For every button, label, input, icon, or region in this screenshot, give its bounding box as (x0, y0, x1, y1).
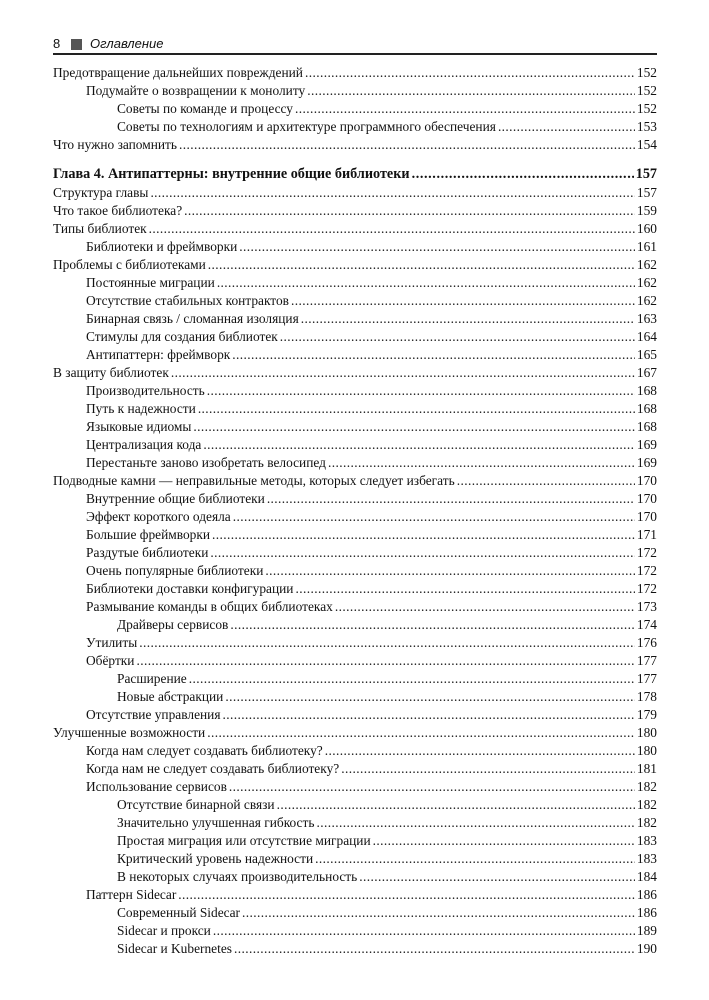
toc-dot-leader (305, 64, 635, 82)
toc-dot-leader (223, 706, 635, 724)
toc-page-number: 180 (636, 743, 657, 758)
toc-entry-title: Значительно улучшенная гибкость (117, 815, 315, 830)
toc-dot-leader (208, 256, 635, 274)
toc-entry-title: Очень популярные библиотеки (86, 563, 264, 578)
toc-dot-leader (207, 724, 635, 742)
toc-entry (53, 598, 657, 616)
toc-dot-leader (225, 688, 635, 706)
toc-entry-title: Улучшенные возможности (53, 725, 206, 740)
toc-page-number: 182 (636, 779, 657, 794)
toc-entry (53, 670, 657, 688)
toc-entry (53, 382, 657, 400)
toc-dot-leader (184, 202, 635, 220)
toc-entry-title: Путь к надежности (86, 401, 196, 416)
toc-entry (53, 580, 657, 598)
toc-entry (53, 562, 657, 580)
toc-entry (53, 454, 657, 472)
toc-entry (53, 508, 657, 526)
toc-entry-title: Антипаттерн: фреймворк (86, 347, 231, 362)
toc-entry (53, 82, 657, 100)
toc-entry (53, 364, 657, 382)
toc-dot-leader (217, 274, 635, 292)
toc-dot-leader (239, 238, 635, 256)
toc-page-number: 180 (636, 725, 657, 740)
toc-entry (53, 64, 657, 82)
toc-dot-leader (328, 454, 635, 472)
toc-entry (53, 904, 657, 922)
toc-dot-leader (325, 742, 635, 760)
toc-page-number: 169 (636, 437, 657, 452)
toc-page-number: 159 (636, 203, 657, 218)
toc-page-number: 179 (636, 707, 657, 722)
toc-dot-leader (229, 778, 635, 796)
toc-entry-title: Производительность (86, 383, 205, 398)
toc-entry (53, 742, 657, 760)
toc-entry (53, 850, 657, 868)
toc-page-number: 183 (636, 833, 657, 848)
toc-entry-title: Проблемы с библиотеками (53, 257, 206, 272)
toc-page-number: 172 (636, 563, 657, 578)
toc-page-number: 174 (636, 617, 657, 632)
toc-entry-title: Утилиты (86, 635, 138, 650)
toc-entry-title: Бинарная связь / сломанная изоляция (86, 311, 299, 326)
toc-page-number: 172 (636, 545, 657, 560)
toc-entry (53, 400, 657, 418)
toc-entry-title: Отсутствие бинарной связи (117, 797, 275, 812)
toc-entry (53, 922, 657, 940)
toc-dot-leader (267, 490, 635, 508)
toc-entry-title: Использование сервисов (86, 779, 227, 794)
running-header (53, 36, 657, 52)
toc-page-number: 176 (636, 635, 657, 650)
toc-entry (53, 760, 657, 778)
toc-dot-leader (291, 292, 635, 310)
toc-page-number: 152 (636, 101, 657, 116)
toc-entry (53, 346, 657, 364)
toc-page-number: 186 (636, 887, 657, 902)
toc-page-number: 182 (636, 797, 657, 812)
toc-entry (53, 868, 657, 886)
toc-dot-leader (193, 418, 635, 436)
toc-entry-title: Когда нам следует создавать библиотеку? (86, 743, 323, 758)
toc-entry (53, 940, 657, 958)
toc-dot-leader (149, 220, 635, 238)
toc-entry (53, 796, 657, 814)
toc-entry-title: Что такое библиотека? (53, 203, 183, 218)
toc-entry-title: Советы по команде и процессу (117, 101, 293, 116)
toc-page-number: 172 (636, 581, 657, 596)
toc-entry-title: Библиотеки и фреймворки (86, 239, 238, 254)
toc-dot-leader (307, 82, 635, 100)
toc-page-number: 170 (636, 473, 657, 488)
toc-dot-leader (301, 310, 635, 328)
toc-page-number: 181 (636, 761, 657, 776)
toc-page-number: 177 (636, 671, 657, 686)
toc-dot-leader (139, 634, 635, 652)
toc-entry (53, 202, 657, 220)
toc-entry-title: Расширение (117, 671, 187, 686)
toc-entry (53, 886, 657, 904)
toc-page-number: 163 (636, 311, 657, 326)
toc-entry (53, 544, 657, 562)
toc-page-number: 170 (636, 509, 657, 524)
toc-page-number: 173 (636, 599, 657, 614)
toc-entry-title: Библиотеки доставки конфигурации (86, 581, 294, 596)
toc-page-number: 157 (635, 166, 657, 182)
toc-dot-leader (315, 850, 635, 868)
toc-page-number: 168 (636, 383, 657, 398)
toc-page-number: 162 (636, 275, 657, 290)
toc-page-number: 152 (636, 65, 657, 80)
header-rule (53, 53, 657, 55)
toc-page-number: 168 (636, 419, 657, 434)
toc-page-number: 165 (636, 347, 657, 362)
toc-entry (53, 292, 657, 310)
toc-page-number: 168 (636, 401, 657, 416)
table-of-contents (53, 64, 657, 958)
toc-entry-title: Предотвращение дальнейших повреждений (53, 65, 303, 80)
toc-dot-leader (203, 436, 635, 454)
toc-page-number: 177 (636, 653, 657, 668)
toc-dot-leader (212, 526, 635, 544)
toc-entry-title: Типы библиотек (53, 221, 147, 236)
toc-entry-title: Постоянные миграции (86, 275, 215, 290)
toc-entry-title: В защиту библиотек (53, 365, 169, 380)
toc-entry-title: Отсутствие управления (86, 707, 221, 722)
toc-entry-title: Sidecar и прокси (117, 923, 211, 938)
toc-page-number: 170 (636, 491, 657, 506)
toc-dot-leader (498, 118, 635, 136)
toc-entry (53, 310, 657, 328)
header-square-marker (71, 39, 82, 50)
toc-entry-title: Подумайте о возвращении к монолиту (86, 83, 306, 98)
toc-entry (53, 778, 657, 796)
toc-page-number: 154 (636, 137, 657, 152)
toc-entry (53, 472, 657, 490)
toc-entry (53, 100, 657, 118)
toc-page-number: 162 (636, 257, 657, 272)
toc-dot-leader (373, 832, 635, 850)
toc-entry-title: Современный Sidecar (117, 905, 241, 920)
toc-dot-leader (242, 904, 635, 922)
toc-dot-leader (198, 400, 635, 418)
toc-dot-leader (335, 598, 635, 616)
toc-page-number: 189 (636, 923, 657, 938)
toc-entry-title: Паттерн Sidecar (86, 887, 177, 902)
toc-dot-leader (412, 164, 634, 184)
toc-entry-title: Новые абстракции (117, 689, 224, 704)
toc-entry (53, 688, 657, 706)
toc-entry-title: Когда нам не следует создавать библиотеку? (86, 761, 340, 776)
toc-entry (53, 118, 657, 136)
toc-page-number: 186 (636, 905, 657, 920)
toc-page-number: 169 (636, 455, 657, 470)
toc-entry (53, 634, 657, 652)
toc-entry (53, 814, 657, 832)
toc-entry (53, 418, 657, 436)
toc-entry (53, 526, 657, 544)
toc-entry-title: Структура главы (53, 185, 149, 200)
toc-entry-title: Языковые идиомы (86, 419, 192, 434)
toc-dot-leader (265, 562, 635, 580)
toc-dot-leader (295, 580, 634, 598)
toc-entry (53, 256, 657, 274)
toc-dot-leader (232, 346, 635, 364)
toc-page-number: 182 (636, 815, 657, 830)
toc-entry-title: Sidecar и Kubernetes (117, 941, 232, 956)
running-header-title: Оглавление (90, 36, 164, 51)
toc-page-number: 161 (636, 239, 657, 254)
toc-entry-title: Советы по технологиям и архитектуре программного обеспечения (117, 119, 496, 134)
toc-entry (53, 706, 657, 724)
toc-entry-title: Драйверы сервисов (117, 617, 229, 632)
toc-dot-leader (277, 796, 635, 814)
toc-entry (53, 832, 657, 850)
toc-entry-title: Глава 4. Антипаттерны: внутренние общие библиотеки (53, 166, 410, 182)
toc-dot-leader (359, 868, 635, 886)
toc-dot-leader (341, 760, 635, 778)
toc-entry-title: Эффект короткого одеяла (86, 509, 231, 524)
toc-entry-title: Обёртки (86, 653, 135, 668)
toc-page-number: 162 (636, 293, 657, 308)
toc-entry (53, 136, 657, 154)
toc-entry-title: Стимулы для создания библиотек (86, 329, 278, 344)
toc-entry-title: Размывание команды в общих библиотеках (86, 599, 333, 614)
toc-dot-leader (210, 544, 635, 562)
toc-page-number: 153 (636, 119, 657, 134)
toc-entry (53, 328, 657, 346)
toc-dot-leader (179, 136, 635, 154)
toc-entry-title: Раздутые библиотеки (86, 545, 209, 560)
toc-chapter-heading (53, 164, 657, 184)
toc-dot-leader (150, 184, 634, 202)
toc-entry-title: В некоторых случаях производительность (117, 869, 358, 884)
toc-entry (53, 652, 657, 670)
toc-entry (53, 274, 657, 292)
toc-page-number: 190 (636, 941, 657, 956)
toc-page-number: 167 (636, 365, 657, 380)
toc-entry-title: Что нужно запомнить (53, 137, 177, 152)
toc-entry (53, 616, 657, 634)
toc-dot-leader (233, 508, 635, 526)
toc-dot-leader (280, 328, 635, 346)
toc-entry-title: Критический уровень надежности (117, 851, 314, 866)
toc-page-number: 157 (636, 185, 657, 200)
toc-page-number: 184 (636, 869, 657, 884)
toc-entry-title: Внутренние общие библиотеки (86, 491, 265, 506)
toc-dot-leader (178, 886, 635, 904)
toc-page-number: 160 (636, 221, 657, 236)
toc-page-number: 164 (636, 329, 657, 344)
toc-entry (53, 436, 657, 454)
toc-dot-leader (189, 670, 635, 688)
toc-entry-title: Большие фреймворки (86, 527, 211, 542)
toc-entry-title: Отсутствие стабильных контрактов (86, 293, 289, 308)
toc-dot-leader (230, 616, 635, 634)
toc-dot-leader (136, 652, 634, 670)
toc-entry (53, 490, 657, 508)
toc-dot-leader (316, 814, 634, 832)
toc-entry-title: Централизация кода (86, 437, 202, 452)
toc-dot-leader (234, 940, 635, 958)
toc-entry-title: Перестаньте заново изобретать велосипед (86, 455, 326, 470)
toc-dot-leader (207, 382, 635, 400)
toc-dot-leader (295, 100, 635, 118)
toc-entry (53, 184, 657, 202)
toc-page-number: 183 (636, 851, 657, 866)
toc-entry-title: Простая миграция или отсутствие миграции (117, 833, 371, 848)
toc-entry (53, 220, 657, 238)
toc-page-number: 178 (636, 689, 657, 704)
toc-entry (53, 238, 657, 256)
toc-page-number: 152 (636, 83, 657, 98)
toc-entry-title: Подводные камни — неправильные методы, которых следует избегать (53, 473, 455, 488)
toc-page-number: 171 (636, 527, 657, 542)
toc-dot-leader (171, 364, 635, 382)
toc-entry (53, 724, 657, 742)
toc-dot-leader (213, 922, 635, 940)
toc-dot-leader (457, 472, 635, 490)
page-number: 8 (53, 36, 61, 51)
